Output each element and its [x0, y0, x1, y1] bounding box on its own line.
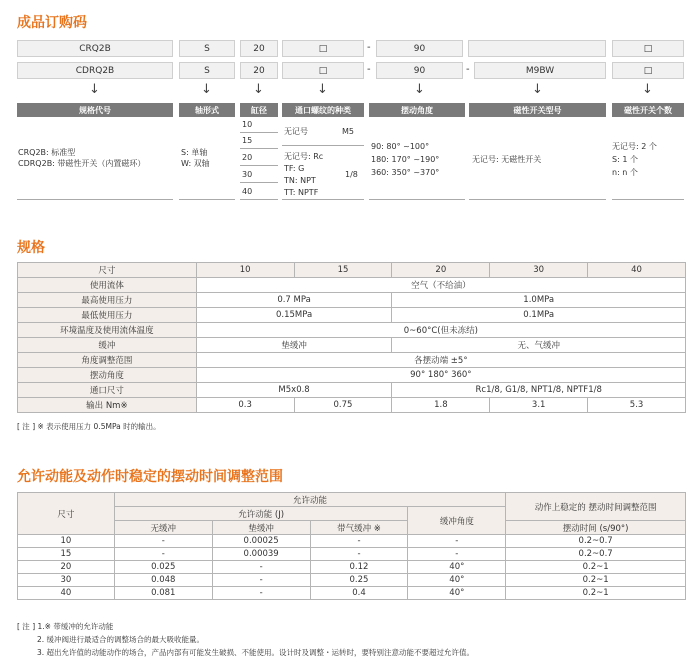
count-1: S: 1 个	[612, 155, 638, 164]
angle-360: 360: 350° ~370°	[371, 168, 440, 177]
order-r1-model: CRQ2B	[17, 40, 173, 57]
swing-cell: 30	[18, 574, 115, 587]
swing-cell: 40	[18, 587, 115, 600]
swing-cell: 0.2~1	[506, 574, 686, 587]
spec-size: 20	[392, 263, 490, 278]
swing-cell: 0.12	[310, 561, 408, 574]
order-r2-shaft: S	[179, 62, 235, 79]
order-r1-angle: 90	[376, 40, 463, 57]
spec-cell: 0.1MPa	[392, 308, 686, 323]
spec-table	[17, 262, 686, 413]
spec-row-label: 摆动角度	[18, 368, 197, 383]
swing-cell: -	[310, 548, 408, 561]
spec-cell: 5.3	[588, 398, 686, 413]
arrow-down-icon: ↓	[317, 82, 328, 97]
swing-note-3: 3. 超出允许值的动能动作的场合，产品内部有可能发生破损、不能使用。设计时及调整・运转时，要特别注意动能不要超过允许值。	[37, 648, 475, 657]
count-n: n: n 个	[612, 168, 638, 177]
swing-h-air: 带气缓冲 ※	[310, 521, 408, 535]
spec-size-label: 尺寸	[18, 263, 197, 278]
order-r1-shaft: S	[179, 40, 235, 57]
order-r2-switch: M9BW	[474, 62, 606, 79]
swing-cell: 0.2~0.7	[506, 535, 686, 548]
swing-h-size: 尺寸	[18, 493, 115, 535]
spec-cell: 1.0MPa	[392, 293, 686, 308]
spec-cell: 90° 180° 360°	[196, 368, 685, 383]
swing-h-ke-j: 允许动能 (J)	[114, 507, 408, 521]
swing-cell: -	[408, 535, 506, 548]
swing-cell: 20	[18, 561, 115, 574]
spec-cell: 1.8	[392, 398, 490, 413]
swing-cell: 40°	[408, 574, 506, 587]
order-r2-angle: 90	[376, 62, 463, 79]
spec-note: [ 注 ] ※ 表示使用压力 0.5MPa 时的输出。	[17, 422, 161, 431]
swing-h-time: 摆动时间 (s/90°)	[506, 521, 686, 535]
spec-row-label: 输出 Nm※	[18, 398, 197, 413]
port-m5: M5	[342, 127, 354, 136]
swing-cell: -	[212, 561, 310, 574]
swing-cell: 0.25	[310, 574, 408, 587]
swing-cell: -	[212, 574, 310, 587]
switch-none: 无记号: 无磁性开关	[472, 155, 542, 164]
swing-cell: 10	[18, 535, 115, 548]
arrow-down-icon: ↓	[642, 82, 653, 97]
hdr-model: 规格代号	[17, 103, 173, 117]
spec-cell: 0.15MPa	[196, 308, 392, 323]
spec-size: 30	[490, 263, 588, 278]
spec-cell: 0~60°C(但未冻结)	[196, 323, 685, 338]
spec-size: 10	[196, 263, 294, 278]
spec-cell: 各摆动端 ±5°	[196, 353, 685, 368]
port-npt: TN: NPT	[284, 176, 316, 185]
spec-cell: 0.7 MPa	[196, 293, 392, 308]
swing-cell: 0.00039	[212, 548, 310, 561]
order-r1-dash: -	[367, 42, 371, 53]
port-rc: 无记号: Rc	[284, 152, 324, 161]
bore-30: 30	[242, 170, 253, 179]
order-r2-bore: 20	[240, 62, 278, 79]
swing-cell: 0.2~0.7	[506, 548, 686, 561]
angle-180: 180: 170° ~190°	[371, 155, 440, 164]
swing-note-2: 2. 缓冲阀进行最适合的调整场合的最大吸收能量。	[37, 635, 205, 644]
swing-cell: 0.00025	[212, 535, 310, 548]
hdr-port: 通口螺纹的种类	[282, 103, 364, 117]
swing-note-1: [ 注 ] 1.※ 带缓冲的允许动能	[17, 622, 114, 631]
hdr-count: 磁性开关个数	[612, 103, 684, 117]
order-r2-model: CDRQ2B	[17, 62, 173, 79]
swing-cell: 0.2~1	[506, 561, 686, 574]
bore-10: 10	[242, 120, 253, 129]
bore-40: 40	[242, 187, 253, 196]
swing-h-none: 无缓冲	[114, 521, 212, 535]
order-r2-count: □	[612, 62, 684, 79]
spec-row-label: 角度调整范围	[18, 353, 197, 368]
arrow-down-icon: ↓	[414, 82, 425, 97]
order-r1-bore: 20	[240, 40, 278, 57]
swing-cell: 0.048	[114, 574, 212, 587]
order-r1-port: □	[282, 40, 364, 57]
spec-cell: 0.75	[294, 398, 392, 413]
swing-cell: -	[212, 587, 310, 600]
spec-size: 15	[294, 263, 392, 278]
spec-row-label: 使用流体	[18, 278, 197, 293]
swing-h-pad: 垫缓冲	[212, 521, 310, 535]
swing-cell: 0.081	[114, 587, 212, 600]
spec-size: 40	[588, 263, 686, 278]
arrow-down-icon: ↓	[532, 82, 543, 97]
spec-cell: 垫缓冲	[196, 338, 392, 353]
swing-title: 允许动能及动作时稳定的摆动时间调整范围	[17, 469, 283, 485]
shaft-desc-2: W: 双轴	[181, 159, 210, 168]
model-desc-2: CDRQ2B: 带磁性开关（内置磁环）	[18, 159, 146, 168]
spec-cell: 无、气缓冲	[392, 338, 686, 353]
model-desc-1: CRQ2B: 标准型	[18, 148, 76, 157]
order-r1-count: □	[612, 40, 684, 57]
hdr-angle: 摆动角度	[369, 103, 465, 117]
spec-row-label: 最低使用压力	[18, 308, 197, 323]
order-r2-dash2: -	[466, 64, 470, 75]
hdr-shaft: 轴形式	[179, 103, 235, 117]
swing-cell: -	[310, 535, 408, 548]
count-2: 无记号: 2 个	[612, 142, 657, 151]
angle-90: 90: 80° ~100°	[371, 142, 430, 151]
order-r2-port: □	[282, 62, 364, 79]
swing-table	[17, 492, 686, 600]
swing-cell: 15	[18, 548, 115, 561]
swing-cell: -	[114, 535, 212, 548]
arrow-down-icon: ↓	[253, 82, 264, 97]
swing-cell: 0.025	[114, 561, 212, 574]
swing-h-stable: 动作上稳定的 摆动时间调整范围	[506, 493, 686, 521]
spec-row-label: 环境温度及使用流体温度	[18, 323, 197, 338]
order-r1-switch	[468, 40, 606, 57]
spec-title: 规格	[17, 240, 45, 256]
port-none: 无记号	[284, 127, 308, 136]
order-r2-dash: -	[367, 64, 371, 75]
swing-cell: 40°	[408, 561, 506, 574]
swing-h-ke: 允许动能	[114, 493, 505, 507]
swing-cell: 0.4	[310, 587, 408, 600]
hdr-switch: 磁性开关型号	[469, 103, 606, 117]
spec-cell: 3.1	[490, 398, 588, 413]
spec-row-label: 最高使用压力	[18, 293, 197, 308]
spec-cell: 空气（不给油）	[196, 278, 685, 293]
swing-h-angle: 缓冲角度	[408, 507, 506, 535]
spec-cell: M5x0.8	[196, 383, 392, 398]
bore-15: 15	[242, 136, 253, 145]
port-g: TF: G	[284, 164, 305, 173]
hdr-bore: 缸径	[240, 103, 278, 117]
spec-cell: Rc1/8, G1/8, NPT1/8, NPTF1/8	[392, 383, 686, 398]
arrow-down-icon: ↓	[89, 82, 100, 97]
arrow-down-icon: ↓	[201, 82, 212, 97]
swing-cell: -	[408, 548, 506, 561]
order-title: 成品订购码	[17, 15, 87, 31]
shaft-desc-1: S: 单轴	[181, 148, 208, 157]
port-nptf: TT: NPTF	[284, 188, 319, 197]
swing-cell: -	[114, 548, 212, 561]
swing-cell: 40°	[408, 587, 506, 600]
port-eighth: 1/8	[345, 170, 358, 179]
swing-cell: 0.2~1	[506, 587, 686, 600]
bore-20: 20	[242, 153, 253, 162]
spec-cell: 0.3	[196, 398, 294, 413]
spec-row-label: 缓冲	[18, 338, 197, 353]
spec-row-label: 通口尺寸	[18, 383, 197, 398]
